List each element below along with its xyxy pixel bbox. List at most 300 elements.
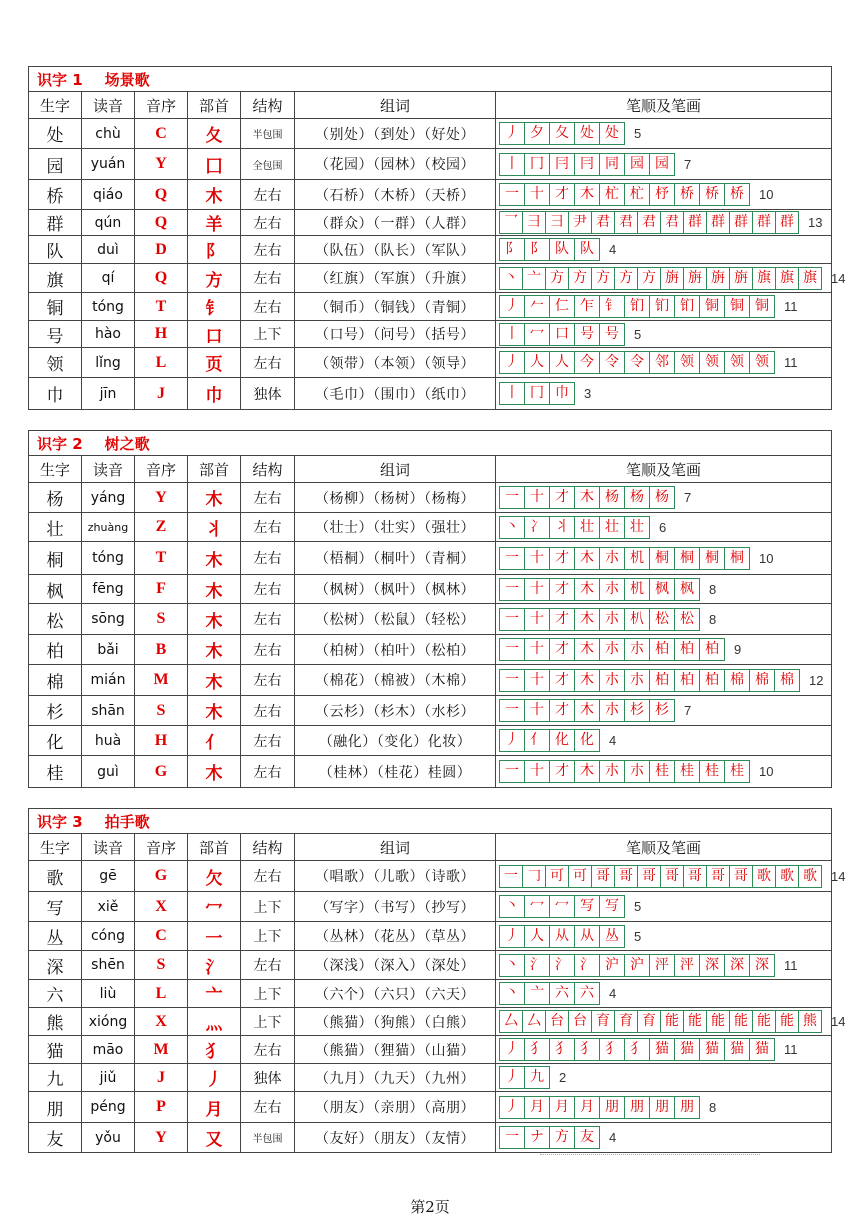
stroke-sequence xyxy=(499,351,798,374)
structure-cell: 左右 xyxy=(241,1092,295,1123)
stroke-step-box xyxy=(499,608,525,631)
stroke-step-box xyxy=(524,760,550,783)
stroke-step-box xyxy=(699,295,725,318)
stroke-step-box xyxy=(574,669,600,692)
radical-cell: 木 xyxy=(188,575,241,604)
stroke-glyph: 冖 xyxy=(555,898,569,914)
stroke-step-box xyxy=(749,669,775,692)
table-row xyxy=(29,378,832,410)
stroke-glyph: 朩 xyxy=(630,763,644,779)
stroke-glyph: 朋 xyxy=(605,1098,619,1115)
stroke-step-box xyxy=(549,608,575,631)
stroke-step-box xyxy=(674,608,700,631)
stroke-step-box xyxy=(524,1038,550,1061)
stroke-step-box xyxy=(499,669,525,692)
stroke-order-cell xyxy=(496,1064,832,1092)
stroke-glyph: 歌 xyxy=(803,867,817,884)
radical-cell: 羊 xyxy=(188,210,241,236)
stroke-step-box xyxy=(574,516,600,539)
radical-cell: 页 xyxy=(188,348,241,378)
character-cell: 丛 xyxy=(29,922,82,951)
column-header-words: 组词 xyxy=(295,92,496,119)
stroke-step-box xyxy=(614,211,638,234)
stroke-order-cell xyxy=(496,575,832,604)
stroke-glyph: 群 xyxy=(711,214,725,230)
stroke-glyph: 丿 xyxy=(505,298,519,314)
stroke-glyph: 深 xyxy=(755,956,769,973)
stroke-glyph: 泙 xyxy=(655,956,669,973)
structure-cell: 左右 xyxy=(241,635,295,665)
radical-cell: 灬 xyxy=(188,1008,241,1036)
stroke-glyph: 才 xyxy=(555,671,569,688)
stroke-count: 5 xyxy=(634,899,642,914)
pinyin-cell: qún xyxy=(82,210,135,236)
stroke-glyph: 一 xyxy=(505,549,519,566)
words-cell: （松树）（松鼠）（轻松） xyxy=(295,604,496,635)
words-cell: （石桥）（木桥）（天桥） xyxy=(295,180,496,210)
stroke-glyph: 一 xyxy=(505,671,519,688)
stroke-step-box xyxy=(591,211,615,234)
stroke-step-box xyxy=(549,895,575,918)
stroke-glyph: 桂 xyxy=(730,763,744,779)
stroke-glyph: 丿 xyxy=(505,1041,519,1057)
stroke-glyph: 能 xyxy=(665,1013,679,1029)
character-cell: 化 xyxy=(29,726,82,756)
character-cell: 杉 xyxy=(29,696,82,726)
stroke-glyph: 歌 xyxy=(757,867,771,884)
stroke-glyph: 旃 xyxy=(665,269,679,286)
stroke-glyph: 猫 xyxy=(730,1041,744,1057)
stroke-glyph: 丶 xyxy=(505,956,519,973)
vocab-table xyxy=(28,66,846,410)
stroke-glyph: 丿 xyxy=(505,732,519,748)
stroke-step-box xyxy=(724,760,750,783)
stroke-glyph: 冖 xyxy=(530,325,544,342)
page-number: 第2页 xyxy=(410,1198,450,1216)
stroke-glyph: 钔 xyxy=(630,298,644,314)
stroke-step-box xyxy=(798,267,822,290)
stroke-glyph: 哥 xyxy=(619,867,633,884)
radical-cell: 木 xyxy=(188,665,241,696)
stroke-sequence xyxy=(499,153,691,176)
stroke-count: 5 xyxy=(634,126,642,141)
stroke-count: 4 xyxy=(609,242,617,257)
stroke-glyph: 哥 xyxy=(734,867,748,884)
structure-cell: 左右 xyxy=(241,513,295,542)
radical-cell: 氵 xyxy=(188,951,241,980)
stroke-step-box xyxy=(524,638,550,661)
radical-cell: 亠 xyxy=(188,980,241,1008)
stroke-glyph: 氵 xyxy=(530,956,544,973)
stroke-glyph: 冂 xyxy=(530,385,544,401)
stroke-glyph: 棉 xyxy=(730,671,744,688)
stroke-glyph: 号 xyxy=(605,325,619,342)
stroke-count: 8 xyxy=(709,1099,717,1115)
stroke-step-box xyxy=(674,351,700,374)
stroke-glyph: 木 xyxy=(580,549,594,566)
stroke-step-box xyxy=(699,954,725,977)
stroke-sequence xyxy=(499,638,741,661)
stroke-step-box xyxy=(591,865,615,888)
stroke-glyph: 朋 xyxy=(655,1098,669,1115)
table-row xyxy=(29,696,832,726)
stroke-step-box xyxy=(599,153,625,176)
stroke-glyph: 能 xyxy=(711,1013,725,1029)
stroke-step-box xyxy=(574,608,600,631)
stroke-glyph: 人 xyxy=(530,354,544,370)
words-cell: （棉花）（棉被）（木棉） xyxy=(295,665,496,696)
stroke-glyph: 君 xyxy=(596,214,610,230)
initial-letter-cell: J xyxy=(135,378,188,410)
lesson-name: 树之歌 xyxy=(104,434,150,453)
pencil-scribble xyxy=(540,1148,760,1155)
column-header-words: 组词 xyxy=(295,456,496,483)
stroke-step-box xyxy=(574,295,600,318)
stroke-glyph: 夕 xyxy=(530,125,544,141)
stroke-step-box xyxy=(574,638,600,661)
stroke-count: 4 xyxy=(609,733,617,748)
stroke-glyph: 朋 xyxy=(630,1098,644,1115)
column-header-char: 生字 xyxy=(29,456,82,483)
stroke-step-box xyxy=(649,547,675,570)
stroke-step-box xyxy=(599,516,625,539)
stroke-step-box xyxy=(774,669,800,692)
column-header-pinyin: 读音 xyxy=(82,456,135,483)
stroke-step-box xyxy=(574,153,600,176)
stroke-glyph: 可 xyxy=(550,867,564,884)
stroke-sequence xyxy=(499,1126,616,1149)
stroke-step-box xyxy=(649,608,675,631)
words-cell: （朋友）（亲朋）（高朋） xyxy=(295,1092,496,1123)
radical-cell: 夂 xyxy=(188,119,241,149)
stroke-glyph: 才 xyxy=(555,702,569,718)
stroke-step-box xyxy=(568,267,592,290)
stroke-step-box xyxy=(574,699,600,722)
words-cell: （友好）（朋友）（友情） xyxy=(295,1123,496,1153)
stroke-count: 9 xyxy=(734,642,742,657)
stroke-step-box xyxy=(706,267,730,290)
words-cell: （九月）（九天）（九州） xyxy=(295,1064,496,1092)
stroke-step-box xyxy=(724,295,750,318)
stroke-step-box xyxy=(499,729,525,752)
stroke-step-box xyxy=(674,1038,700,1061)
stroke-glyph: 泙 xyxy=(680,956,694,973)
radical-cell: 木 xyxy=(188,483,241,513)
stroke-glyph: 号 xyxy=(580,325,594,342)
words-cell: （群众）（一群）（人群） xyxy=(295,210,496,236)
stroke-glyph: 歌 xyxy=(780,867,794,884)
stroke-step-box xyxy=(624,486,650,509)
pinyin-cell: liù xyxy=(82,980,135,1008)
stroke-glyph: 阝 xyxy=(530,241,544,257)
stroke-glyph: 方 xyxy=(555,1129,569,1145)
stroke-glyph: 杉 xyxy=(655,702,669,718)
stroke-glyph: 君 xyxy=(642,214,656,230)
stroke-step-box xyxy=(706,865,730,888)
stroke-glyph: 丨 xyxy=(505,325,519,342)
stroke-step-box xyxy=(624,153,650,176)
stroke-count: 10 xyxy=(759,550,774,566)
character-cell: 桥 xyxy=(29,180,82,210)
character-cell: 朋 xyxy=(29,1092,82,1123)
stroke-sequence xyxy=(499,486,691,509)
column-header-structure: 结构 xyxy=(241,834,295,861)
stroke-order-cell xyxy=(496,696,832,726)
stroke-step-box xyxy=(649,669,675,692)
stroke-sequence xyxy=(499,122,641,145)
header-row xyxy=(29,834,832,861)
character-cell: 群 xyxy=(29,210,82,236)
stroke-glyph: 一 xyxy=(505,702,519,718)
structure-cell: 左右 xyxy=(241,604,295,635)
stroke-glyph: 枫 xyxy=(655,580,669,597)
stroke-step-box xyxy=(660,1010,684,1033)
character-cell: 旗 xyxy=(29,264,82,293)
stroke-step-box xyxy=(683,267,707,290)
structure-cell: 上下 xyxy=(241,922,295,951)
stroke-glyph: 桂 xyxy=(705,763,719,779)
stroke-glyph: 朩 xyxy=(605,702,619,718)
stroke-step-box xyxy=(574,183,600,206)
stroke-step-box xyxy=(599,122,625,145)
stroke-step-box xyxy=(649,638,675,661)
stroke-glyph: 旃 xyxy=(734,269,748,286)
stroke-glyph: 领 xyxy=(680,354,694,370)
structure-cell: 左右 xyxy=(241,483,295,513)
stroke-step-box xyxy=(549,760,575,783)
initial-letter-cell: S xyxy=(135,696,188,726)
stroke-step-box xyxy=(545,267,569,290)
stroke-glyph: 熊 xyxy=(803,1013,817,1029)
stroke-glyph: 猫 xyxy=(705,1041,719,1057)
stroke-step-box xyxy=(524,699,550,722)
words-cell: （熊猫）（狗熊）（白熊） xyxy=(295,1008,496,1036)
stroke-glyph: 犭 xyxy=(605,1041,619,1057)
initial-letter-cell: S xyxy=(135,604,188,635)
stroke-step-box xyxy=(549,1096,575,1119)
column-header-char: 生字 xyxy=(29,92,82,119)
structure-cell: 左右 xyxy=(241,210,295,236)
stroke-glyph: 育 xyxy=(642,1013,656,1029)
stroke-glyph: 乛 xyxy=(504,214,518,230)
stroke-sequence xyxy=(499,954,798,977)
stroke-step-box xyxy=(524,1126,550,1149)
character-cell: 处 xyxy=(29,119,82,149)
stroke-step-box xyxy=(499,1096,525,1119)
stroke-count: 14 xyxy=(831,1014,846,1029)
stroke-glyph: 犭 xyxy=(530,1041,544,1057)
stroke-step-box xyxy=(649,1096,675,1119)
stroke-step-box xyxy=(729,211,753,234)
stroke-glyph: 机 xyxy=(630,580,644,597)
stroke-step-box xyxy=(674,547,700,570)
stroke-step-box xyxy=(775,865,799,888)
stroke-step-box xyxy=(549,183,575,206)
stroke-glyph: 杧 xyxy=(630,186,644,202)
column-header-initial: 音序 xyxy=(135,834,188,861)
words-cell: （壮士）（壮实）（强壮） xyxy=(295,513,496,542)
character-cell: 写 xyxy=(29,892,82,922)
stroke-glyph: 朩 xyxy=(605,580,619,597)
header-row xyxy=(29,92,832,119)
lesson-label: 识字 2 xyxy=(37,434,83,453)
stroke-step-box xyxy=(624,295,650,318)
stroke-glyph: 杼 xyxy=(655,186,669,202)
pinyin-cell: cóng xyxy=(82,922,135,951)
stroke-glyph: 厶 xyxy=(527,1013,541,1029)
stroke-sequence xyxy=(499,982,616,1005)
words-cell: （写字）（书写）（抄写） xyxy=(295,892,496,922)
stroke-count: 3 xyxy=(584,386,592,401)
stroke-step-box xyxy=(649,486,675,509)
stroke-step-box xyxy=(752,1010,776,1033)
pinyin-cell: bǎi xyxy=(82,635,135,665)
stroke-step-box xyxy=(637,865,661,888)
stroke-glyph: 领 xyxy=(705,354,719,370)
stroke-step-box xyxy=(568,865,592,888)
stroke-glyph: 十 xyxy=(530,549,544,566)
words-cell: （铜币）（铜钱）（青铜） xyxy=(295,293,496,321)
stroke-step-box xyxy=(649,954,675,977)
structure-cell: 上下 xyxy=(241,892,295,922)
stroke-step-box xyxy=(499,1038,525,1061)
stroke-order-cell xyxy=(496,1092,832,1123)
radical-cell: 阝 xyxy=(188,236,241,264)
stroke-step-box xyxy=(522,211,546,234)
stroke-sequence xyxy=(499,1096,716,1119)
stroke-glyph: 能 xyxy=(688,1013,702,1029)
column-header-strokes: 笔顺及笔画 xyxy=(496,92,832,119)
column-header-pinyin: 读音 xyxy=(82,92,135,119)
stroke-step-box xyxy=(568,1010,592,1033)
stroke-glyph: 松 xyxy=(680,610,694,627)
stroke-sequence xyxy=(499,547,773,570)
stroke-glyph: 令 xyxy=(630,354,644,370)
stroke-glyph: 一 xyxy=(504,867,518,884)
stroke-glyph: 氵 xyxy=(555,956,569,973)
stroke-glyph: 壮 xyxy=(605,518,619,535)
stroke-step-box xyxy=(499,925,525,948)
stroke-step-box xyxy=(524,486,550,509)
stroke-glyph: 旃 xyxy=(688,269,702,286)
stroke-step-box xyxy=(674,578,700,601)
words-cell: （六个）（六只）（六天） xyxy=(295,980,496,1008)
stroke-step-box xyxy=(624,1096,650,1119)
character-cell: 枫 xyxy=(29,575,82,604)
stroke-order-cell xyxy=(496,348,832,378)
stroke-glyph: 柏 xyxy=(655,641,669,657)
stroke-sequence xyxy=(499,516,666,539)
stroke-step-box xyxy=(549,638,575,661)
stroke-glyph: 桐 xyxy=(730,549,744,566)
structure-cell: 左右 xyxy=(241,348,295,378)
stroke-glyph: 十 xyxy=(530,186,544,202)
stroke-glyph: 六 xyxy=(555,985,569,1001)
stroke-order-cell xyxy=(496,756,832,788)
stroke-step-box xyxy=(749,1038,775,1061)
stroke-glyph: 君 xyxy=(665,214,679,230)
stroke-count: 4 xyxy=(609,986,617,1001)
stroke-glyph: 钔 xyxy=(680,298,694,314)
stroke-glyph: 朩 xyxy=(630,671,644,688)
initial-letter-cell: Q xyxy=(135,180,188,210)
pinyin-cell: huà xyxy=(82,726,135,756)
stroke-order-cell xyxy=(496,980,832,1008)
initial-letter-cell: P xyxy=(135,1092,188,1123)
stroke-glyph: 化 xyxy=(555,732,569,748)
stroke-step-box xyxy=(568,211,592,234)
stroke-glyph: 丿 xyxy=(505,125,519,141)
stroke-glyph: 育 xyxy=(619,1013,633,1029)
column-header-char: 生字 xyxy=(29,834,82,861)
stroke-glyph: 朩 xyxy=(605,610,619,627)
structure-cell: 半包围 xyxy=(241,1123,295,1153)
radical-cell: 方 xyxy=(188,264,241,293)
stroke-order-cell xyxy=(496,1008,846,1036)
stroke-count: 4 xyxy=(609,1130,617,1145)
stroke-glyph: 桥 xyxy=(730,186,744,202)
initial-letter-cell: Q xyxy=(135,264,188,293)
character-cell: 九 xyxy=(29,1064,82,1092)
stroke-step-box xyxy=(499,760,525,783)
stroke-sequence xyxy=(499,699,691,722)
stroke-step-box xyxy=(683,865,707,888)
stroke-step-box xyxy=(674,295,700,318)
radical-cell: 月 xyxy=(188,1092,241,1123)
stroke-glyph: 尹 xyxy=(573,214,587,230)
stroke-step-box xyxy=(549,1126,575,1149)
stroke-step-box xyxy=(574,729,600,752)
initial-letter-cell: M xyxy=(135,1036,188,1064)
stroke-step-box xyxy=(574,982,600,1005)
pinyin-cell: sōng xyxy=(82,604,135,635)
table-row xyxy=(29,665,832,696)
stroke-glyph: 棉 xyxy=(780,671,794,688)
stroke-step-box xyxy=(549,699,575,722)
stroke-step-box xyxy=(699,760,725,783)
stroke-order-cell xyxy=(496,236,832,264)
character-cell: 号 xyxy=(29,321,82,348)
stroke-step-box xyxy=(729,865,753,888)
stroke-step-box xyxy=(649,1038,675,1061)
stroke-glyph: 猫 xyxy=(655,1041,669,1057)
stroke-glyph: 旗 xyxy=(757,269,771,286)
stroke-step-box xyxy=(499,382,525,405)
stroke-order-cell xyxy=(496,321,832,348)
stroke-step-box xyxy=(522,1010,546,1033)
stroke-glyph: 丿 xyxy=(505,1098,519,1115)
stroke-glyph: 今 xyxy=(580,354,594,370)
pinyin-cell: shān xyxy=(82,696,135,726)
lesson-table-2 xyxy=(28,430,831,788)
stroke-glyph: 方 xyxy=(596,269,610,286)
stroke-step-box xyxy=(752,865,776,888)
stroke-step-box xyxy=(499,547,525,570)
stroke-glyph: 群 xyxy=(757,214,771,230)
stroke-sequence xyxy=(499,1038,798,1061)
stroke-count: 14 xyxy=(831,270,846,286)
stroke-glyph: 朩 xyxy=(605,671,619,688)
stroke-step-box xyxy=(549,323,575,346)
character-cell: 领 xyxy=(29,348,82,378)
stroke-step-box xyxy=(499,153,525,176)
stroke-step-box xyxy=(599,578,625,601)
lesson-name: 场景歌 xyxy=(104,70,150,89)
stroke-glyph: 哥 xyxy=(642,867,656,884)
column-header-words: 组词 xyxy=(295,834,496,861)
stroke-order-cell xyxy=(496,951,832,980)
words-cell: （桂林）（桂花）桂圆） xyxy=(295,756,496,788)
